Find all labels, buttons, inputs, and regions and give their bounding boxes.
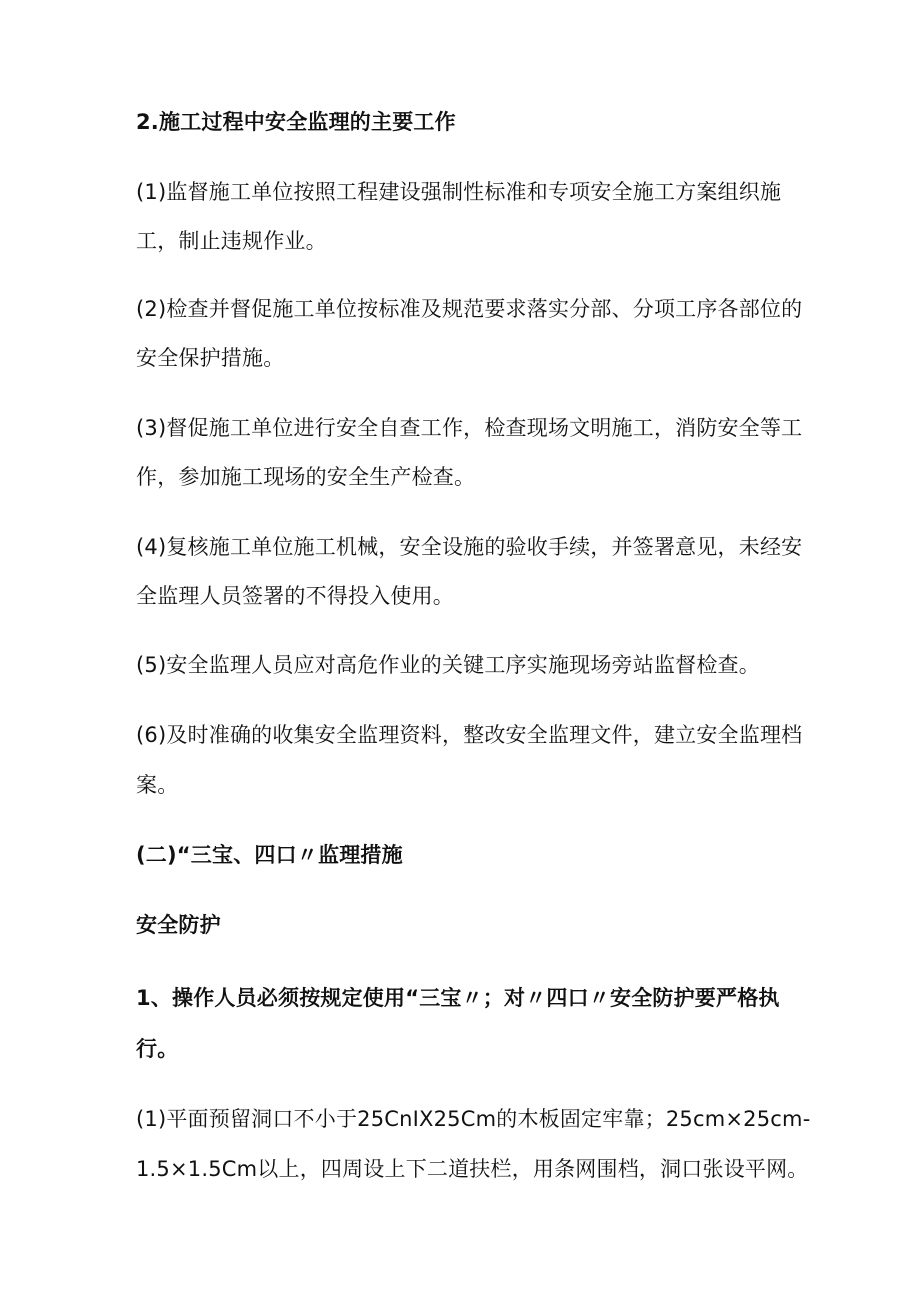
item-5-line-1: (5)安全监理人员应对高危作业的关键工序实施现场旁站监督检查。 (136, 653, 760, 677)
item-2-line-1: (2)检查并督促施工单位按标准及规范要求落实分部、分项工序各部位的 (136, 297, 803, 321)
item-6-line-2: 案。 (136, 773, 179, 797)
item-3-line-1: (3)督促施工单位进行安全自查工作，检查现场文明施工，消防安全等工 (136, 416, 803, 440)
item-4-line-1: (4)复核施工单位施工机械，安全设施的验收手续，并签署意见，未经安 (136, 535, 803, 559)
item-3-line-2: 作，参加施工现场的安全生产检查。 (136, 465, 476, 489)
sub-item-1-line-2: 1.5×1.5Cm以上，四周设上下二道扶栏，用条网围档，洞口张设平网。 (136, 1157, 809, 1181)
item-2-line-2: 安全保护措施。 (136, 346, 285, 370)
item-4-line-2: 全监理人员签署的不得投入使用。 (136, 584, 454, 608)
sub-item-1-line-1: (1)平面预留洞口不小于25CnIX25Cm的木板固定牢靠；25cm×25cm- (136, 1107, 811, 1131)
section-heading-main-work: 2.施工过程中安全监理的主要工作 (136, 110, 456, 134)
item-6-line-1: (6)及时准确的收集安全监理资料，整改安全监理文件，建立安全监理档 (136, 723, 803, 747)
rule-1-line-1: 1、操作人员必须按规定使用“三宝〃；对〃四口〃安全防护要严格执 (136, 986, 780, 1010)
section-heading-measures: (二)“三宝、四口〃监理措施 (136, 843, 403, 867)
item-1-line-2: 工，制止违规作业。 (136, 229, 327, 253)
rule-1-line-2: 行。 (136, 1037, 179, 1061)
subheading-safety-protection: 安全防护 (136, 913, 221, 937)
item-1-line-1: (1)监督施工单位按照工程建设强制性标准和专项安全施工方案组织施 (136, 180, 782, 204)
